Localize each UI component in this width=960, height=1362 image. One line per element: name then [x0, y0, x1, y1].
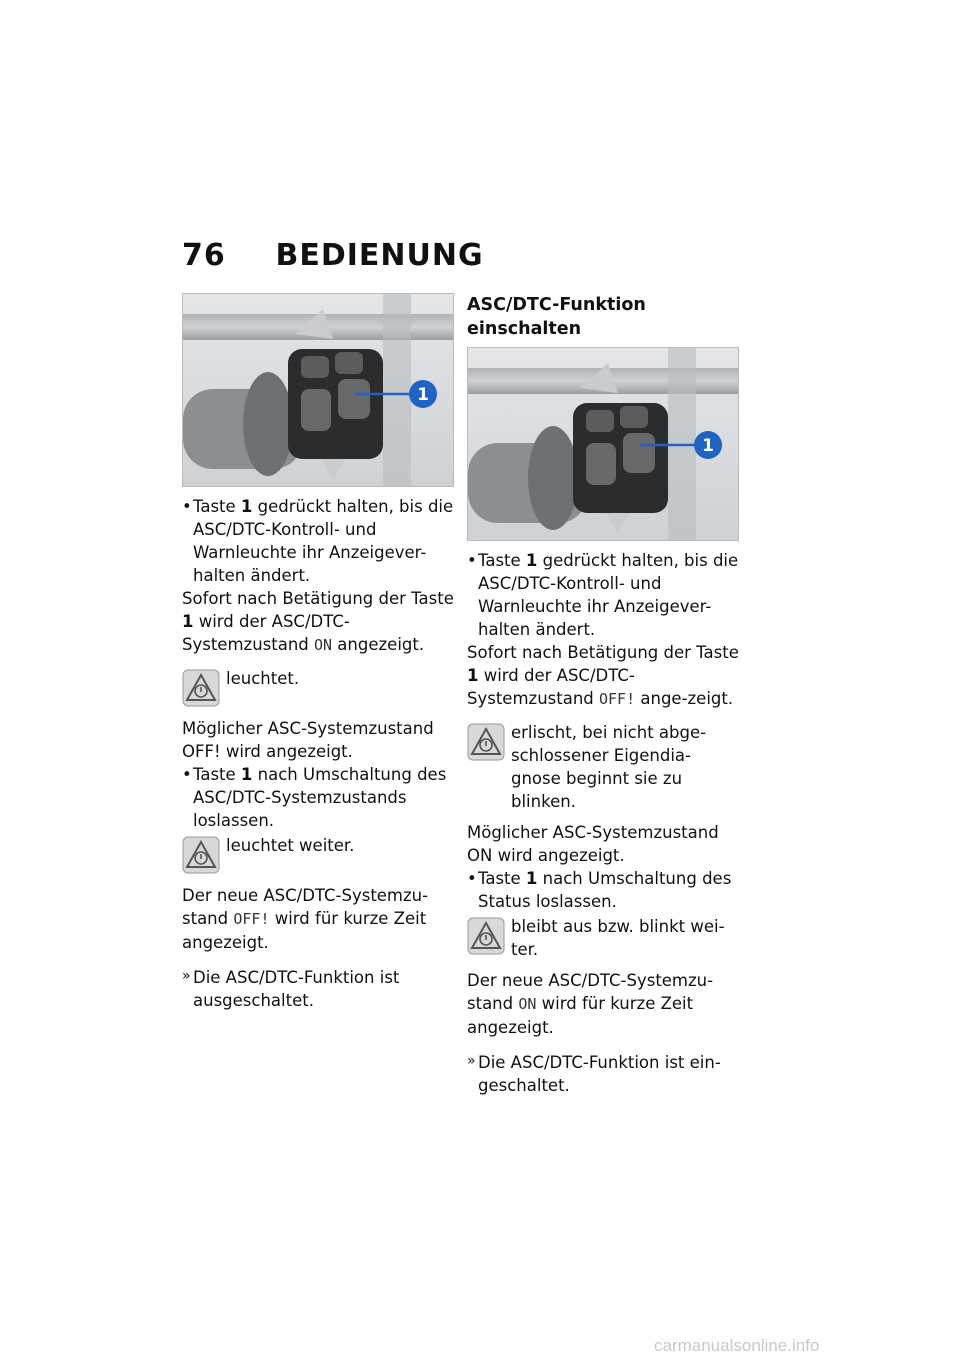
- warning-light-icon: [182, 836, 220, 874]
- chapter-title: BEDIENUNG: [275, 238, 484, 273]
- watermark: carmanualsonline.info: [654, 1336, 820, 1355]
- bullet-item: • Taste 1 nach Umschaltung des ASC/DTC-Systemzustands loslassen.: [182, 765, 447, 830]
- bullet-item: • Taste 1 gedrückt halten, bis die ASC/DTC-Kontroll- und Warnleuchte ihr Anzeigever-halten ändert.: [467, 551, 739, 639]
- paragraph: Sofort nach Betätigung der Taste 1 wird der ASC/DTC-Systemzustand ON angezeigt.: [182, 589, 454, 654]
- bullet-item: • Taste 1 nach Umschaltung des Status loslassen.: [467, 869, 732, 911]
- warning-light-icon: [182, 669, 220, 707]
- handlebar-photo-left: [182, 293, 454, 487]
- callout-number: 1: [702, 436, 714, 456]
- warning-light-note: erlischt, bei nicht abge-schlossener Eigendia-gnose beginnt sie zu blinken.: [467, 721, 739, 813]
- result-item: » Die ASC/DTC-Funktion ist ausgeschaltet.: [182, 968, 400, 1010]
- paragraph: Der neue ASC/DTC-Systemzu-stand ON wird für kurze Zeit angezeigt.: [467, 971, 714, 1037]
- page-header: [182, 238, 484, 273]
- callout-number: 1: [417, 385, 429, 405]
- paragraph: Der neue ASC/DTC-Systemzu-stand OFF! wird für kurze Zeit angezeigt.: [182, 886, 429, 952]
- section-title: ASC/DTC-Funktion einschalten: [467, 295, 646, 339]
- warning-light-icon: [467, 723, 505, 761]
- result-item: » Die ASC/DTC-Funktion ist ein-geschaltet.: [467, 1053, 721, 1095]
- right-column: [467, 293, 739, 1097]
- bullet-item: • Taste 1 gedrückt halten, bis die ASC/DTC-Kontroll- und Warnleuchte ihr Anzeigever-halten ändert.: [182, 497, 454, 585]
- handlebar-photo-right: [467, 347, 739, 541]
- paragraph: Möglicher ASC-Systemzustand ON wird angezeigt.: [467, 823, 719, 865]
- warning-light-note: bleibt aus bzw. blinkt wei-ter.: [467, 915, 739, 961]
- left-column: [182, 293, 454, 1012]
- page-number: 76: [182, 238, 226, 273]
- warning-light-icon: [467, 917, 505, 955]
- paragraph: Sofort nach Betätigung der Taste 1 wird der ASC/DTC-Systemzustand OFF! ange-zeigt.: [467, 643, 739, 708]
- warning-light-note: leuchtet weiter.: [182, 834, 454, 876]
- warning-light-note: leuchtet.: [182, 667, 454, 709]
- paragraph: Möglicher ASC-Systemzustand OFF! wird angezeigt.: [182, 719, 434, 761]
